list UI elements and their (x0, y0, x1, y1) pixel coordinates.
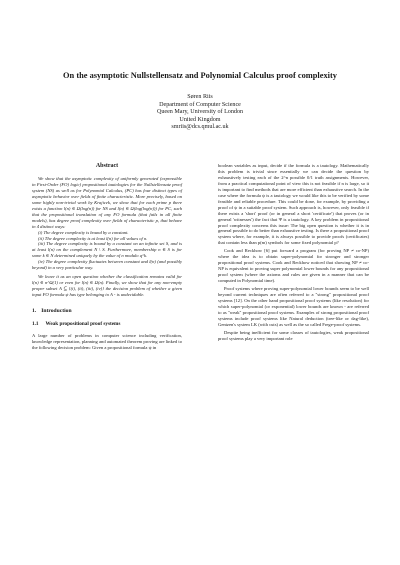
author-name: Søren Riis (187, 94, 213, 100)
right-column (218, 163, 369, 342)
abstract-closing: We leave it as an open question whether the classification remains valid for l(n) ∈ n^Ω(1) or even for l(n) ∈ Ω(n). Finally, we show that for any non-empty proper subset A ⊆ {(i), (ii), (iii), (iv)} the decision problem of whether a given input FO formula ψ has type belonging to A - is undecidable. (32, 274, 182, 298)
author-university: Queen Mary, University of London (156, 109, 244, 116)
abstract-case-i: (i) The degree complexity is bound by a constant. (38, 229, 129, 235)
abstract-paragraph: We show that the asymptotic complexity of uniformly generated (expressible in First-Order (FO) logic) propositional tautologies for the Nullstellensatz proof system (NS) as well as for Polynomial Calculus, (PC) has four distinct types of asymptotic behavior over fields of finite characteristic. More precisely, based on some highly non-trivial work by Krajicek, we show that for each prime p there exists a function l(n) ∈ Ω(log(n)) for NS and l(n) ∈ Ω(log(log(n))) for PC, such that the propositional translation of any FO formula (that fails in all finite models), has degree proof complexity over fields of characteristic p, that behave in 4 distinct ways: (32, 176, 182, 229)
left-column (32, 162, 182, 351)
paper-title: On the asymptotic Nullstellensatz and Polynomial Calculus proof complexity (63, 71, 337, 80)
section-number: 1. (32, 308, 37, 315)
body-paragraph-1: boolean variables as input, decide if the formula is a tautology. Mathematically this problem is trivial since essentially we can decide the question by exhaustively testing each of the 2^n possible 0/1 truth assignments. However, from a practical computational point of view this is not feasible if n is large, so it is important to find methods that are more efficient than exhaustive search. In the case where the formula ψ is a tautology we would like this to be verified by some feasible and reliable procedure. This could be done, for example, by providing a proof of ψ in a suitable proof system. Such approach is, however, only feasible if there exists a 'short' proof (or in general a short 'certificate') that proves (or in general 'witnesses') the fact that Ψ is a tautology. A key problem in propositional proof complexity concerns this issue: The big open question is whether it is in general possible to do better than exhaustive testing. Is there a propositional proof system where, for example, it is always possible to provide proofs (certificates) that contain less than p(m) symbols for some fixed polynomial p? (218, 163, 369, 246)
section-title: Introduction (41, 308, 72, 315)
body-paragraph-2: Cook and Reckhow [6] put forward a program (for proving NP ≠ co-NP) where the idea is to obtain super-polynomial for stronger and stronger propositional proof systems. Cook and Reckhow noticed that showing NP ≠ co-NP is equivalent to proving super polynomial lower bounds for any propositional proof system (where the axioms and rules are given in a manner that can be computed in Polynomial time). (218, 248, 369, 284)
author-country: United Kingdom (179, 116, 221, 123)
abstract-heading: Abstract (95, 163, 119, 169)
subsection-heading-weak-proof-systems (32, 321, 182, 328)
section-heading-introduction (32, 308, 182, 315)
subsection-number: 1.1 (32, 321, 39, 328)
author-department: Department of Computer Science (159, 101, 241, 108)
abstract-case-ii: (ii) The degree complexity is at least l(n) for all values of n. (38, 235, 148, 241)
subsection-title: Weak propositional proof systems (45, 321, 121, 328)
abstract (32, 176, 182, 298)
abstract-case-iii: (iii) The degree complexity is bound by a constant on an infinite set S, and is at least l(n) on the complement N \ S. Furthermore, membership n ∈ S is for some k ∈ N determined uniquely by the value of n modulo q^k. (32, 241, 182, 259)
abstract-case-iv: (iv) The degree complexity fluctuates between constant and l(n) (and possibly beyond) in a very particular way. (32, 259, 182, 271)
author-block (100, 94, 300, 132)
body-paragraph-4: Despite being inefficient for some classes of tautologies, weak propositional proof systems play a very important role (218, 329, 369, 341)
intro-paragraph: A large number of problems in computer science including verification, knowledge representation, planning and automated theorem proving are linked to the following decision problem: Given a propositional formula ψ in (32, 333, 182, 350)
body-paragraph-3: Proof systems where proving super-polynomial lower bounds seem to be well beyond current techniques are often referred to a "strong" propositional proof systems [12]. On the other hand propositional proof systems (like resolution) for which super-polynomial (or exponential) lower bounds are known - are referred to as "weak" propositional proof systems. Examples of strong propositional proof systems include proof systems like Natural deduction (tree-like or dag-like), Gentzen's system LK (with cuts) as well as the so called Frege-proof systems. (218, 286, 369, 327)
author-email: smriis@dcs.qmul.ac.uk (171, 124, 229, 131)
